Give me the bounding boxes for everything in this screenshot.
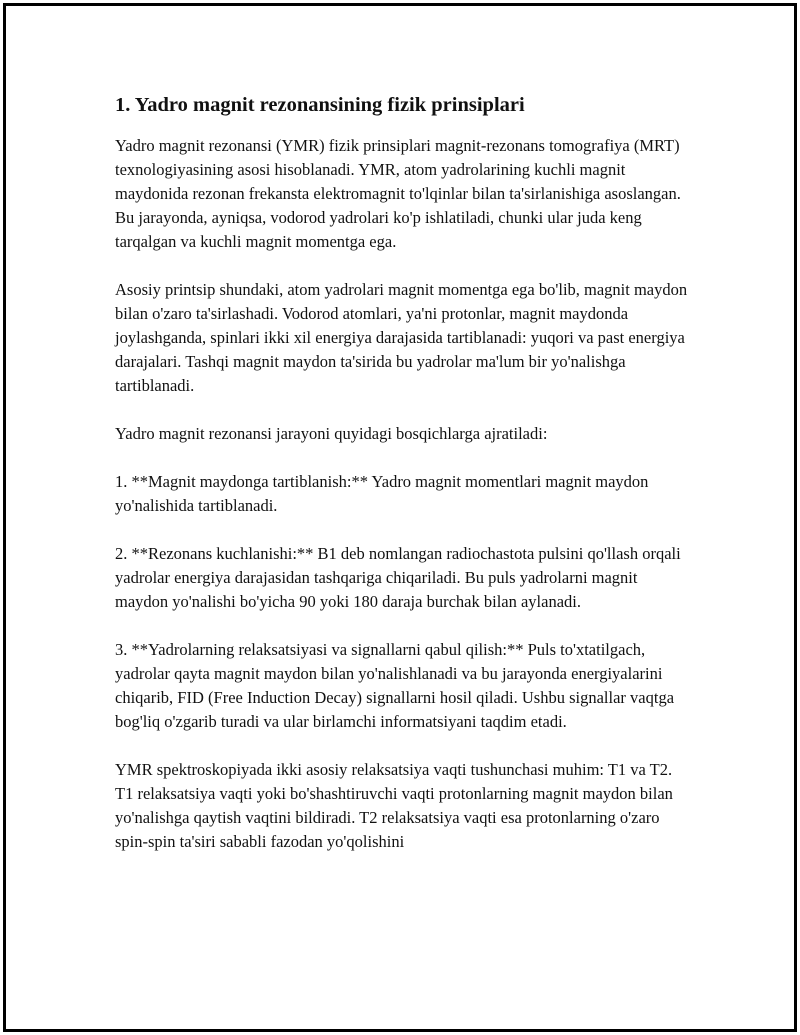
paragraph-relaxation: YMR spektroskopiyada ikki asosiy relaksatsiya vaqti tushunchasi muhim: T1 va T2. T1 relaksatsiya vaqti yoki bo'shashtiruvchi vaqti protonlarning magnit maydon bilan yo'nalishga qaytish vaqtini bildiradi. T2 relaksatsiya vaqti esa protonlarning o'zaro spin-spin ta'siri sababli fazodan yo'qolishini bbox=[115, 760, 673, 851]
section-heading: 1. Yadro magnit rezonansining fizik prinsiplari bbox=[115, 94, 525, 116]
paragraph-intro: Yadro magnit rezonansi (YMR) fizik prinsiplari magnit-rezonans tomografiya (MRT) texnologiyasining asosi hisoblanadi. YMR, atom yadrolarining kuchli magnit maydonida rezonan frekansta elektromagnit to'lqinlar bilan ta'sirlanishiga asoslangan. Bu jarayonda, ayniqsa, vodorod yadrolari ko'p ishlatiladi, chunki ular juda keng tarqalgan va kuchli magnit momentga ega. bbox=[115, 136, 681, 251]
document-body bbox=[115, 90, 690, 878]
paragraph-principle: Asosiy printsip shundaki, atom yadrolari magnit momentga ega bo'lib, magnit maydon bilan o'zaro ta'sirlashadi. Vodorod atomlari, ya'ni protonlar, magnit maydonda joylashganda, spinlari ikki xil energiya darajasida tartiblanadi: yuqori va past energiya darajalari. Tashqi magnit maydon ta'sirida bu yadrolar ma'lum bir yo'nalishga tartiblanadi. bbox=[115, 280, 688, 395]
list-item-stage-1: 1. **Magnit maydonga tartiblanish:** Yadro magnit momentlari magnit maydon yo'nalishida tartiblanadi. bbox=[115, 472, 649, 515]
list-item-stage-3: 3. **Yadrolarning relaksatsiyasi va signallarni qabul qilish:** Puls to'xtatilgach, yadrolar qayta magnit maydon bilan yo'nalishlanadi va bu jarayonda energiyalarini chiqarib, FID (Free Induction Decay) signallarni hosil qiladi. Ushbu signallar vaqtga bog'liq o'zgarib turadi va ular birlamchi informatsiyani taqdim etadi. bbox=[115, 640, 675, 731]
list-item-stage-2: 2. **Rezonans kuchlanishi:** B1 deb nomlangan radiochastota pulsini qo'llash orqali yadrolar energiya darajasidan tashqariga chiqariladi. Bu puls yadrolarni magnit maydon yo'nalishi bo'yicha 90 yoki 180 daraja burchak bilan aylanadi. bbox=[115, 544, 681, 611]
paragraph-stages-intro: Yadro magnit rezonansi jarayoni quyidagi bosqichlarga ajratiladi: bbox=[115, 424, 548, 443]
